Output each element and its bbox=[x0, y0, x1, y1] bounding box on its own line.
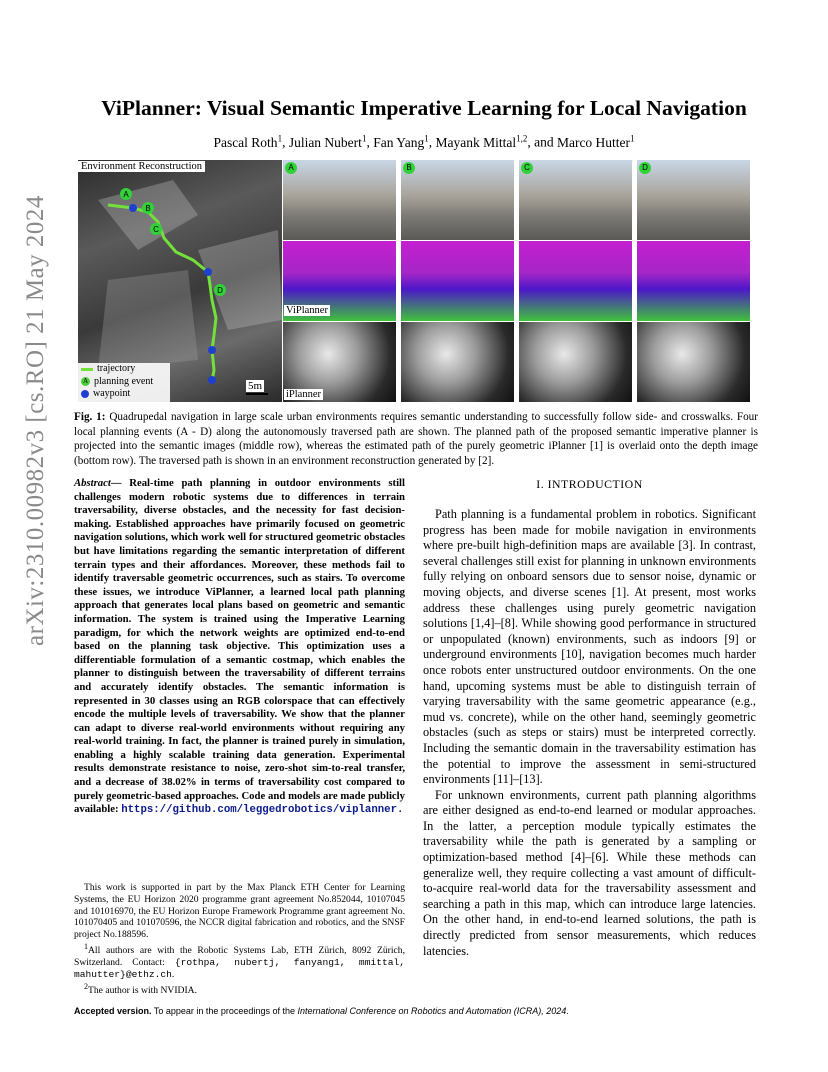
svg-text:D: D bbox=[217, 286, 223, 295]
viplanner-row-label: ViPlanner bbox=[286, 305, 328, 316]
semantic-image-b bbox=[401, 241, 514, 321]
event-tag-c: C bbox=[521, 162, 533, 174]
author: Mayank Mittal$^{1,2}$ bbox=[435, 133, 528, 150]
author: Pascal Roth$^1$ bbox=[213, 133, 283, 150]
semantic-image-d bbox=[637, 241, 750, 321]
svg-text:C: C bbox=[153, 225, 159, 234]
author: Fan Yang$^1$ bbox=[373, 133, 429, 150]
section-heading: I. INTRODUCTION bbox=[536, 477, 643, 491]
event-marker-c bbox=[150, 223, 162, 235]
figure-1 bbox=[78, 160, 755, 402]
camera-image-b bbox=[401, 160, 514, 240]
event-marker-a bbox=[120, 188, 132, 200]
iplanner-row-label: iPlanner bbox=[286, 389, 321, 400]
arxiv-stamp: arXiv:2310.00982v3 [cs.RO] 21 May 2024 bbox=[22, 195, 49, 646]
svg-text:B: B bbox=[145, 204, 151, 213]
event-tag-a: A bbox=[285, 162, 297, 174]
svg-text:A: A bbox=[123, 190, 129, 199]
camera-image-a bbox=[283, 160, 396, 240]
waypoint-marker bbox=[204, 268, 212, 276]
right-column bbox=[423, 477, 756, 959]
footnotes bbox=[74, 882, 405, 997]
depth-image-b bbox=[401, 322, 514, 402]
legend-item: waypoint bbox=[78, 388, 170, 401]
figure-caption: Fig. 1: Quadrupedal navigation in large scale urban environments requires semantic understanding to successfully follow side- and crosswalks. Four local planning events (A - D) along the autonomously traversed path are shown. The planned path of the proposed semantic imperative planner is projected into the semantic images (middle row), whereas the estimated path of the purely geometric iPlanner [1] is overlaid onto the depth image (bottom row). The traversed path is shown in an environment reconstruction generated by [2]. bbox=[74, 411, 758, 467]
intro-paragraph: Path planning is a fundamental problem in robotics. Significant progress has been made for mobile navigation in environments where pre-built high-definition maps are available [3]. In contrast, several challenges still exist for planning in unknown environments fully relying on onboard sensors due to sensor noise, dynamic or moving objects, and diverse scenes [1]. At present, most works address these challenges using purely geometric navigation solutions [1,4]–[8]. While showing good performance in structured or unpopulated (known) environments, such as indoors [9] or underground environments [10], navigation becomes much harder once robots enter unstructured outdoor environments. On the one hand, upcoming systems must be able to distinguish terrain of varying traversability with the same geometric appearance (e.g., mud vs. concrete), while on the other hand, seemingly geometric obstacles (such as steps or stairs) must be interpreted correctly. Including the semantic domain in the traversability estimation has the potential to improve the assessment in semi-structured environments [11]–[13]. bbox=[423, 507, 756, 787]
waypoint-marker bbox=[208, 346, 216, 354]
accepted-note: Accepted version. To appear in the proceedings of the International Conference on Robotics and Automation (ICRA), 2024. bbox=[74, 1006, 569, 1016]
funding-note: This work is supported in part by the Max Planck ETH Center for Learning Systems, the EU Horizon 2020 programme grant agreement No.852044, 10107045 and 101016970, the EU Horizon Europe Framework Programme grant agreement No. 101070405 and 101070596, the NCCR digital fabrication and robotics, and the SNSF project No.188596. bbox=[74, 882, 405, 941]
legend-item: A planning event bbox=[82, 375, 154, 387]
waypoint-marker bbox=[129, 204, 137, 212]
intro-paragraph: For unknown environments, current path planning algorithms are either designed as end-to-end learned or modular approaches. In the latter, a perception module typically estimates the traversability while the path is generated by a sampling or optimization-based method [4]–[6]. While these methods can generalize well, they require collecting a vast amount of difficult-to-acquire real-world data for the traversability assessment and searching a path in this map, which can introduce large latencies. On the other hand, in end-to-end learned solutions, the path is directly predicted from sensor measurements, which reduces latencies. bbox=[423, 787, 756, 958]
abstract: Abstract— Real-time path planning in outdoor environments still challenges modern robotic systems due to differences in terrain traversability, diverse obstacles, and the necessity for fast decision-making. Established approaches have primarily focused on geometric navigation solutions, which work well for structured geometric obstacles but have limitations regarding the semantic interpretation of different terrain types and their affordances. Moreover, these methods fail to identify traversable geometric occurrences, such as stairs. To overcome these issues, we introduce ViPlanner, a learned local path planning approach that generates local plans based on geometric and semantic information. The system is trained using the Imperative Learning paradigm, for which the network weights are optimized end-to-end based on the planning task objective. This optimization uses a differentiable formulation of a semantic costmap, which enables the planner to distinguish between the traversability of different terrains and accurately identify obstacles. The semantic information is represented in 30 classes using an RGB colorspace that can effectively encode the multiple levels of traversability. We show that the planner can adapt to diverse real-world environments without requiring any real-world training. In fact, the planner is trained purely in simulation, enabling a highly scalable training data generation. Experimental results demonstrate resistance to noise, zero-shot sim-to-real transfer, and a decrease of 38.02% in terms of traversability cost compared to purely geometric-based approaches. Code and models are made publicly available: https://github.com/leggedrobotics/viplanner. bbox=[74, 477, 405, 817]
depth-image-d bbox=[637, 322, 750, 402]
nvidia-note: $^2$The author is with NVIDIA. bbox=[84, 981, 197, 996]
author-list: Pascal Roth$^1$, Julian Nubert$^1$, Fan Yang$^1$, Mayank Mittal$^{1,2}$, and Marco Hutter$^1$ bbox=[213, 133, 635, 150]
event-tag-b: B bbox=[403, 162, 415, 174]
code-link[interactable]: https://github.com/leggedrobotics/viplanner. bbox=[121, 804, 404, 817]
depth-image-c bbox=[519, 322, 632, 402]
left-column bbox=[74, 477, 405, 818]
figure-legend bbox=[78, 363, 170, 402]
semantic-image-c bbox=[519, 241, 632, 321]
scale-bar bbox=[246, 393, 268, 395]
trajectory-swatch bbox=[81, 368, 93, 371]
event-tag-d: D bbox=[639, 162, 651, 174]
scale-label: 5m bbox=[248, 380, 263, 392]
affiliation-note: $^1$All authors are with the Robotic Systems Lab, ETH Zürich, 8092 Zürich, Switzerland. Contact: {rothpa, nubertj, fanyang1, mmittal, mahutter}@ethz.ch. bbox=[74, 941, 405, 980]
waypoint-swatch bbox=[81, 390, 89, 398]
camera-image-c bbox=[519, 160, 632, 240]
paper-title: ViPlanner: Visual Semantic Imperative Learning for Local Navigation bbox=[101, 96, 747, 120]
author: Marco Hutter$^1$ bbox=[556, 133, 635, 150]
recon-label: Environment Reconstruction bbox=[78, 161, 205, 172]
waypoint-marker bbox=[208, 376, 216, 384]
event-marker-b bbox=[142, 202, 154, 214]
event-swatch: A bbox=[82, 377, 89, 386]
event-marker-d bbox=[214, 284, 226, 296]
legend-item: trajectory bbox=[78, 363, 170, 376]
camera-image-d bbox=[637, 160, 750, 240]
author: Julian Nubert$^1$ bbox=[288, 133, 367, 150]
environment-reconstruction-image bbox=[78, 160, 282, 402]
contact-emails: {rothpa, nubertj, fanyang1, mmittal, mahutter}@ethz.ch bbox=[74, 956, 405, 980]
